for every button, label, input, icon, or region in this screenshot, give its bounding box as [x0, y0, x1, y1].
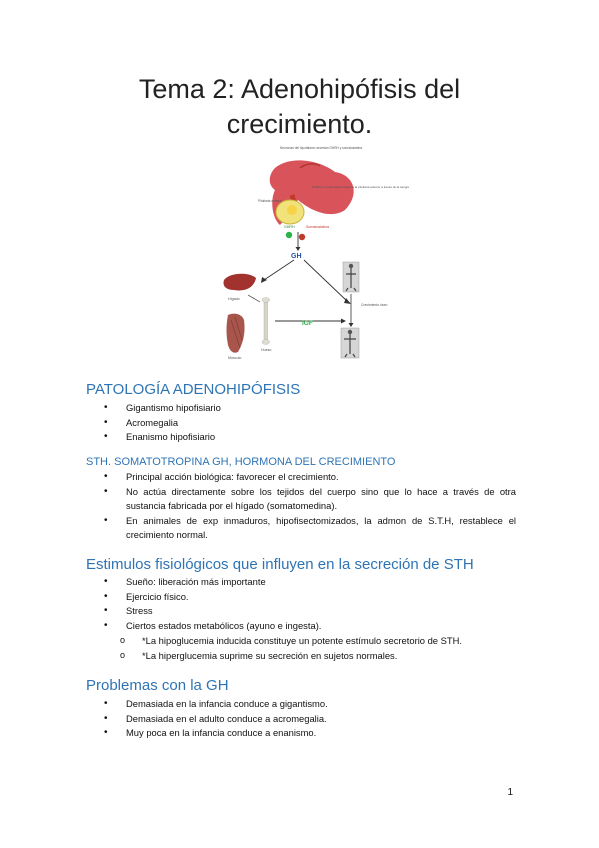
- hypothalamus-note: Neuronas del hipotálamo secretan GHRH y somatostatina: [280, 146, 363, 150]
- list-patologia: [104, 401, 524, 445]
- list-item: • Stress: [104, 604, 524, 619]
- bone-shape: [264, 300, 268, 342]
- list-item: • Acromegalia: [104, 416, 524, 431]
- title-line-1: Tema 2: Adenohipófisis del: [138, 74, 461, 104]
- igf-label: IGF: [302, 320, 313, 327]
- list-item: • Enanismo hipofisiario: [104, 430, 524, 445]
- somatostatin-label: Somatostatina: [306, 225, 329, 229]
- gh-regulation-diagram: [220, 140, 410, 365]
- list-item: • Ejercicio físico.: [104, 590, 524, 605]
- heading-sth: STH. SOMATOTROPINA GH, HORMONA DEL CRECIMIENTO: [86, 456, 396, 468]
- heading-patologia: PATOLOGÍA ADENOHIPÓFISIS: [86, 381, 301, 398]
- liver-shape: [223, 274, 256, 291]
- pituitary-label: Pituitaria anterior: [258, 199, 283, 203]
- list-item: • Gigantismo hipofisiario: [104, 401, 524, 416]
- muscle-label: Músculo: [228, 356, 242, 360]
- sub-list-item: o *La hiperglucemia suprime su secreción en sujetos normales.: [120, 649, 520, 664]
- list-sth: [104, 470, 516, 543]
- list-item: • Demasiada en la infancia conduce a gigantismo.: [104, 697, 524, 712]
- heading-problemas: Problemas con la GH: [86, 677, 229, 694]
- ghrh-dot: [286, 232, 292, 238]
- somatostatin-dot: [299, 234, 305, 240]
- list-item: • Sueño: liberación más importante: [104, 575, 524, 590]
- bone-label: Hueso: [261, 348, 272, 352]
- gh-label: GH: [291, 253, 302, 260]
- list-item: • Principal acción biológica: favorecer el crecimiento.: [104, 470, 516, 485]
- heading-estimulos: Estimulos fisiológicos que influyen en la secreción de STH: [86, 556, 474, 573]
- list-estimulos: [104, 575, 524, 633]
- list-item: • Demasiada en el adulto conduce a acromegalia.: [104, 712, 524, 727]
- page-number: 1: [507, 787, 513, 798]
- growth-label: Crecimiento óseo: [361, 303, 388, 307]
- list-item: • En animales de exp inmaduros, hipofisectomizados, la admon de S.T.H, restablece el crecimiento normal.: [104, 514, 516, 543]
- title-line-2: crecimiento.: [226, 109, 373, 139]
- sublist-estimulos: [120, 634, 520, 663]
- list-item: • Ciertos estados metabólicos (ayuno e ingesta).: [104, 619, 524, 634]
- ghrh-label: GHRH: [284, 225, 295, 229]
- list-problemas: [104, 697, 524, 741]
- list-item: • Muy poca en la infancia conduce a enanismo.: [104, 726, 524, 741]
- liver-label: Hígado: [228, 297, 240, 301]
- transport-note: GHRH y somatostatina llegan a la pituitaria anterior a través de la sangre: [312, 185, 410, 189]
- sub-list-item: o *La hipoglucemia inducida constituye un potente estímulo secretorio de STH.: [120, 634, 520, 649]
- list-item: • No actúa directamente sobre los tejidos del cuerpo sino que lo hace a través de otra sustancia fabricada por el hígado (somatomedina).: [104, 485, 516, 514]
